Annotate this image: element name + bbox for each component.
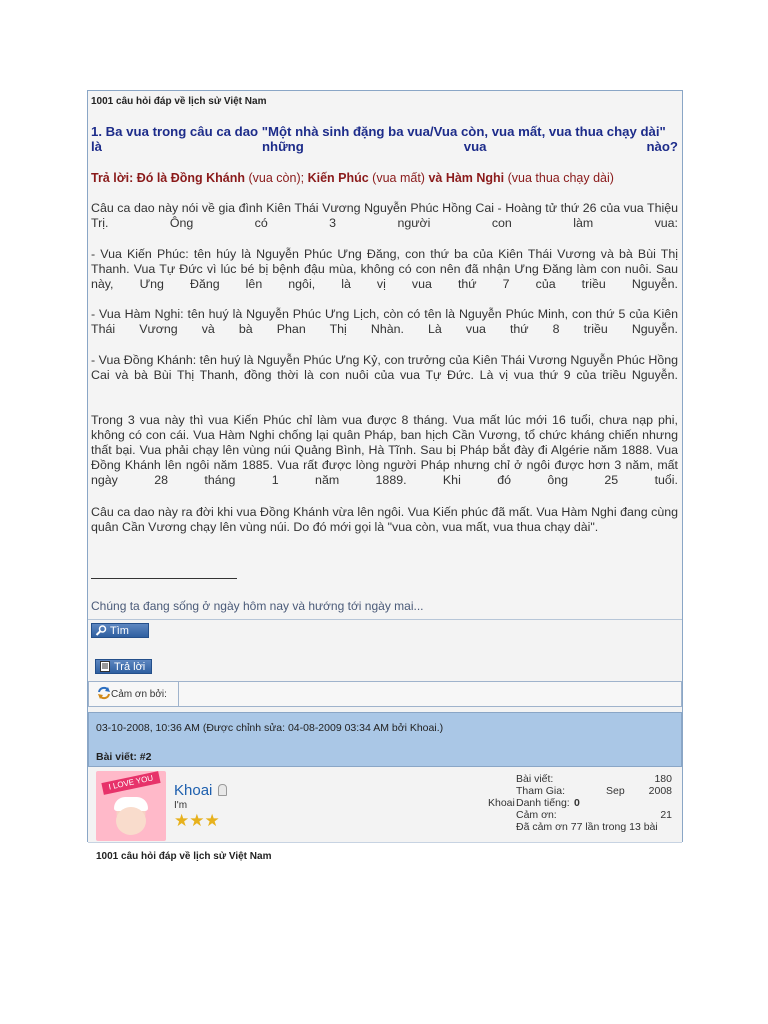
signature-text: Chúng ta đang sống ở ngày hôm nay và hướng tới ngày mai... (91, 599, 424, 613)
document-icon (99, 661, 111, 672)
stat-thanks-label: Cảm ơn: (516, 809, 557, 821)
thanks-divider (178, 682, 179, 706)
avatar[interactable] (96, 771, 166, 841)
user-stats (488, 773, 672, 833)
answer-note-1: (vua còn); (245, 171, 308, 185)
paragraph-history: Trong 3 vua này thì vua Kiến Phúc chỉ làm vua được 8 tháng. Vua mất lúc mới 16 tuổi, chưa nạp phi, không có con cái. Vua Hàm Nghi chống lại quân Pháp, ban hịch Cần Vương, tổ chức kháng chiến nhưng thất bại. Vua phải chạy lên vùng núi Quảng Bình, Hà Tĩnh. Sau bị Pháp bắt đày đi Algérie năm 1888. Vua Đồng Khánh lên ngôi năm 1885. Vua rất được lòng người Pháp nhưng chỉ ở ngôi được hơn 3 năm, mất ngày 28 tháng 1 năm 1889. Khi đó ông 25 tuổi. (91, 413, 678, 487)
thanks-row (88, 681, 682, 707)
answer-label-3: và Hàm Nghi (428, 171, 505, 185)
stat-joined-label: Tham Gia: (516, 785, 566, 797)
question-line-2: là những vua nào? (91, 139, 678, 154)
magnifier-icon (95, 625, 107, 636)
stat-joined-year: 2008 (648, 785, 672, 797)
stat-rep-label: Danh tiếng: (516, 797, 570, 809)
stat-thanked-text: Đã cảm ơn 77 lần trong 13 bài (516, 821, 658, 833)
stat-thanked (488, 821, 672, 833)
avatar-face (116, 807, 146, 835)
post-number[interactable]: Bài viết: #2 (96, 751, 152, 763)
signature-divider (91, 578, 237, 579)
paragraph-intro: Câu ca dao này nói về gia đình Kiên Thái Vương Nguyễn Phúc Hồng Cai - Hoàng tử thứ 26 của vua Thiệu Trị. Ông có 3 người con làm vua: (91, 201, 678, 230)
answer-text (91, 171, 678, 186)
avatar-banner: I LOVE YOU (101, 771, 160, 795)
answer-note-2: (vua mất) (368, 171, 429, 185)
post-divider (88, 842, 682, 843)
thanks-label: Cảm ơn bởi: (111, 689, 167, 700)
reply-button[interactable] (95, 659, 152, 674)
stat-joined (488, 785, 672, 797)
username-link[interactable]: Khoai (174, 782, 213, 799)
answer-note-3: (vua thua chạy dài) (504, 171, 614, 185)
stat-rep-value: 0 (574, 797, 580, 809)
offline-status-icon (218, 784, 227, 796)
thanks-arrows-icon (97, 686, 111, 705)
stat-posts-label: Bài viết: (516, 773, 554, 785)
user-title: I'm (174, 800, 188, 811)
search-button[interactable] (91, 623, 149, 638)
post-header-bar (88, 712, 682, 767)
stat-rep-prefix: Khoai (488, 797, 515, 809)
answer-label-2: Kiến Phúc (307, 171, 369, 185)
rank-stars-icon: ★★★ (174, 811, 220, 830)
post-date: 03-10-2008, 10:36 AM (Được chỉnh sửa: 04-08-2009 03:34 AM bởi Khoai.) (96, 722, 444, 734)
stat-posts-value: 180 (654, 773, 672, 785)
stat-posts (488, 773, 672, 785)
stat-thanks (488, 809, 672, 821)
reply-button-label: Trả lời (114, 661, 146, 673)
stat-joined-month: Sep (606, 785, 625, 797)
user-info (88, 767, 682, 842)
post2-title: 1001 câu hỏi đáp về lịch sử Việt Nam (96, 851, 272, 862)
search-button-label: Tìm (110, 625, 129, 637)
stat-thanks-value: 21 (660, 809, 672, 821)
question-text (91, 124, 678, 154)
paragraph-dong-khanh: - Vua Đồng Khánh: tên huý là Nguyễn Phúc Ưng Kỷ, con trưởng của Kiên Thái Vương Nguyễn Phúc Hồng Cai và bà Bùi Thị Thanh, đồng thời là con nuôi của vua Tự Đức. Là vị vua thứ 9 của triều Nguyễn. (91, 353, 678, 382)
stat-reputation (488, 797, 672, 809)
paragraph-ham-nghi: - Vua Hàm Nghi: tên huý là Nguyễn Phúc Ưng Lịch, còn có tên là Nguyễn Phúc Minh, con thứ 5 của Kiên Thái Vương và bà Phan Thị Nhàn. Là vua thứ 8 triều Nguyễn. (91, 307, 678, 336)
post-body (88, 91, 682, 620)
paragraph-kien-phuc: - Vua Kiến Phúc: tên húy là Nguyễn Phúc Ưng Đăng, con thứ ba của Kiên Thái Vương và bà Bùi Thị Thanh. Vua Tự Đức vì lúc bé bị bệnh đậu mùa, không có con nên đã nhận Ưng Đăng làm con nuôi. Sau này, Ưng Đăng lên ngôi, là vị vua thứ 7 của triều Nguyễn. (91, 247, 678, 291)
post-title: 1001 câu hỏi đáp về lịch sử Việt Nam (91, 96, 267, 107)
answer-label-1: Trả lời: Đó là Đồng Khánh (91, 171, 246, 185)
question-line-1: 1. Ba vua trong câu ca dao "Một nhà sinh đặng ba vua/Vua còn, vua mất, vua thua chạy dài" (91, 124, 666, 139)
paragraph-conclusion: Câu ca dao này ra đời khi vua Đồng Khánh vừa lên ngôi. Vua Kiến phúc đã mất. Vua Hàm Nghi đang cùng quân Cần Vương chạy lên vùng núi. Do đó mới gọi là "vua còn, vua mất, vua thua chạy dài". (91, 505, 678, 534)
